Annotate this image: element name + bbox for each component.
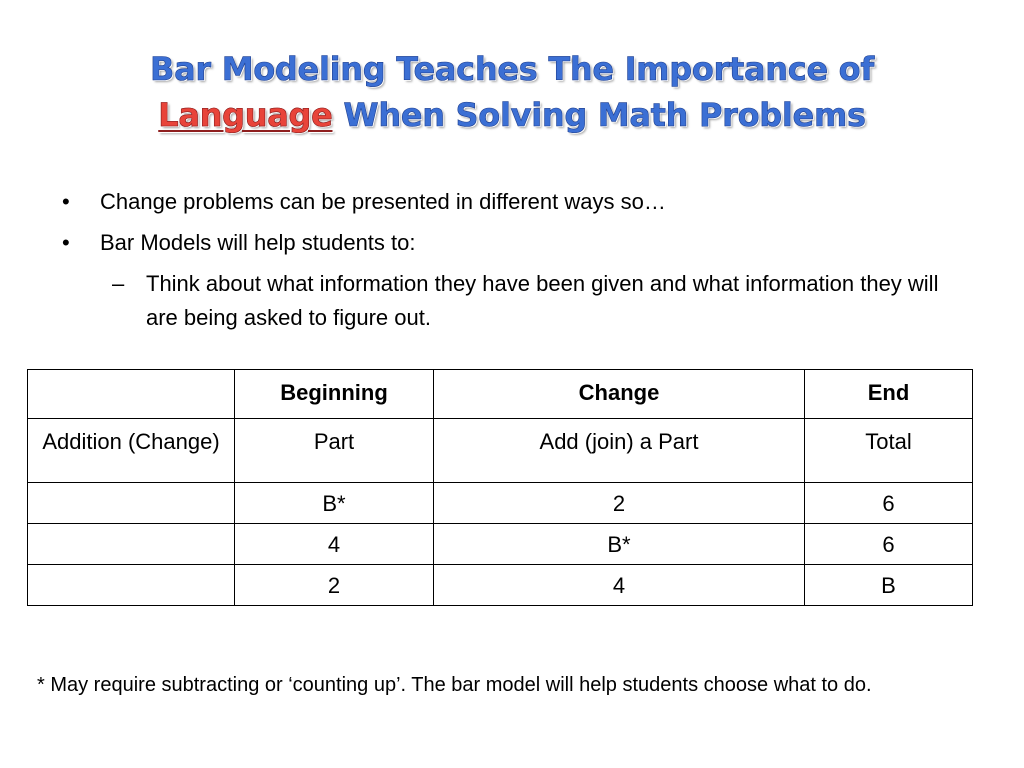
header-cell-change: Change: [434, 370, 805, 419]
table-row: [28, 565, 973, 606]
table-row: [28, 483, 973, 524]
table-cell: Total: [805, 419, 973, 483]
table-cell: [28, 483, 235, 524]
table-header-row: [28, 370, 973, 419]
table-cell: 2: [434, 483, 805, 524]
bullet-text: Change problems can be presented in different ways so…: [100, 189, 666, 214]
table-cell: 4: [235, 524, 434, 565]
table-cell: Part: [235, 419, 434, 483]
table-cell: Add (join) a Part: [434, 419, 805, 483]
table-cell: [28, 524, 235, 565]
table-cell: B*: [235, 483, 434, 524]
table-row: [28, 524, 973, 565]
title-line-1: Bar Modeling Teaches The Importance of: [150, 50, 874, 88]
header-cell-empty: [28, 370, 235, 419]
dash-bullet-icon: –: [112, 271, 125, 296]
table-cell: B*: [434, 524, 805, 565]
table-cell: 6: [805, 483, 973, 524]
bullet-list: [60, 185, 940, 335]
sub-bullet-text: Think about what information they have been given and what information they will are being asked to figure out.: [146, 271, 939, 330]
slide-title: [0, 46, 1024, 138]
table-cell: [28, 565, 235, 606]
table-cell: 6: [805, 524, 973, 565]
table-row: [28, 419, 973, 483]
bullet-dot-icon: •: [62, 230, 70, 255]
table-cell: B: [805, 565, 973, 606]
table-cell: Addition (Change): [28, 419, 235, 483]
sub-bullet-item: [60, 267, 940, 335]
title-highlight-language: Language: [158, 96, 333, 134]
title-line-2: [0, 92, 1024, 138]
footnote: * May require subtracting or ‘counting up’. The bar model will help students choose what to do.: [37, 674, 872, 696]
bullet-dot-icon: •: [62, 189, 70, 214]
header-cell-end: End: [805, 370, 973, 419]
header-cell-beginning: Beginning: [235, 370, 434, 419]
bullet-text: Bar Models will help students to:: [100, 230, 416, 255]
bullet-item: [60, 226, 940, 260]
title-line-2-rest: When Solving Math Problems: [343, 96, 866, 134]
table-cell: 2: [235, 565, 434, 606]
bullet-item: [60, 185, 940, 219]
change-problem-table: [27, 369, 973, 606]
table-cell: 4: [434, 565, 805, 606]
